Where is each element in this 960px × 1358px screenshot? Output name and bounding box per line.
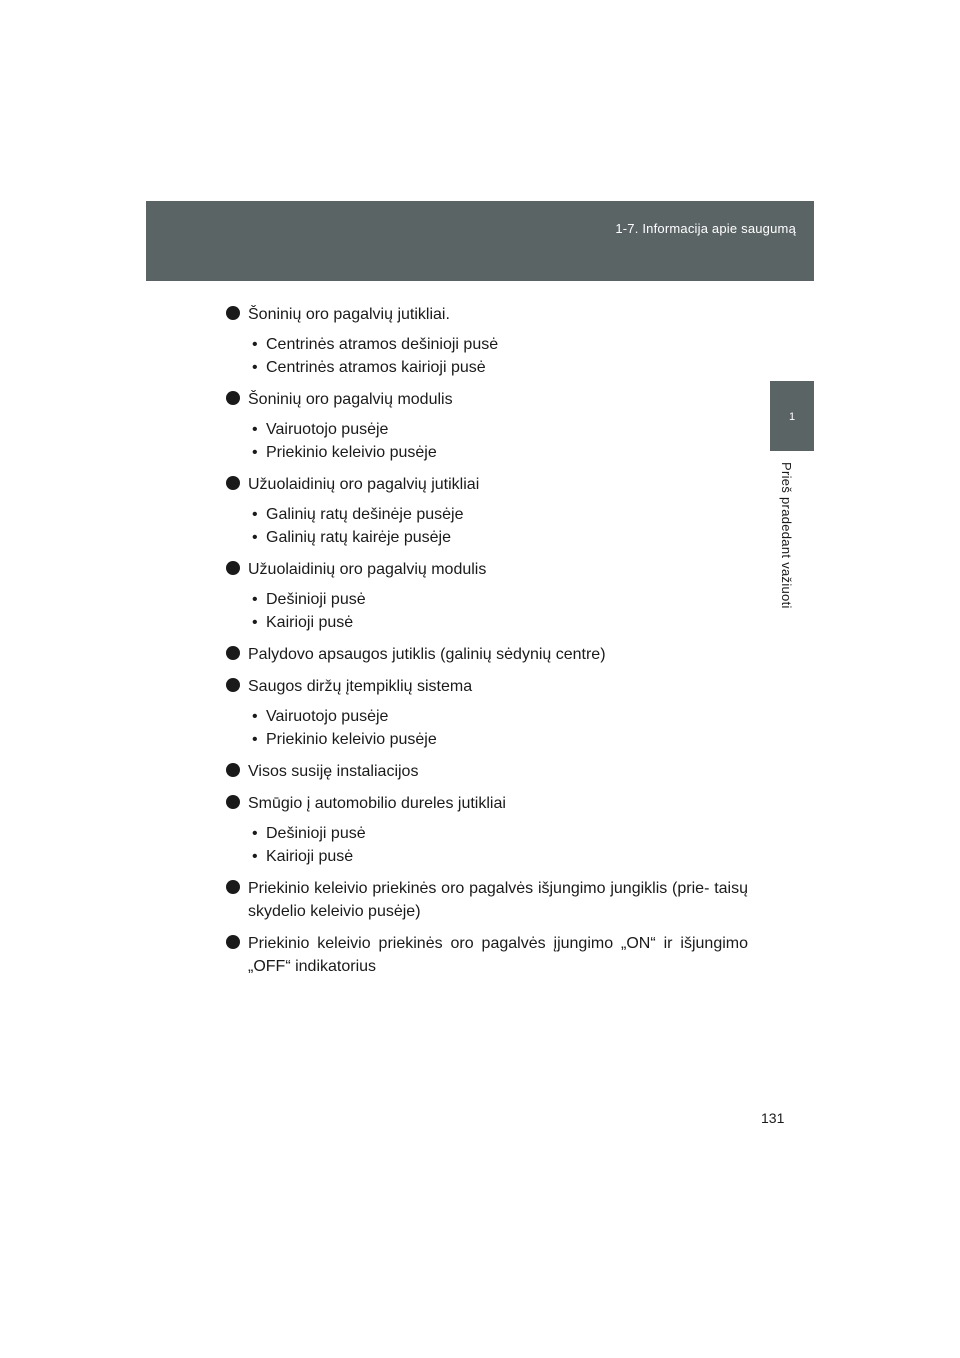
bullet-icon [226,935,240,949]
list-item-text: Priekinio keleivio priekinės oro pagalvės išjungimo jungiklis (prie- taisų skydelio keleivio pusėje) [248,880,748,920]
sub-list-item: • Vairuotojo pusėje [248,419,748,442]
sub-list-item: • Priekinio keleivio pusėje [248,442,748,465]
bullet-icon [226,763,240,777]
list-item [226,388,748,464]
list-item-text: Saugos diržų įtempiklių sistema [248,678,473,695]
sub-list-item: • Centrinės atramos dešinioji pusė [248,334,748,357]
sub-list-item: • Dešinioji pusė [248,589,748,612]
sub-list-item: • Centrinės atramos kairioji pusė [248,357,748,380]
sub-list [248,504,748,549]
component-list [226,303,748,987]
sub-list-item: • Vairuotojo pusėje [248,706,748,729]
list-item-text: Visos susiję instaliacijos [248,763,419,780]
list-item-text: Šoninių oro pagalvių modulis [248,391,453,408]
list-item [226,303,748,379]
bullet-icon [226,795,240,809]
sub-list-item: • Kairioji pusė [248,846,748,869]
page-number: 131 [761,1110,785,1126]
bullet-icon [226,678,240,692]
list-item [226,675,748,751]
sub-list-item: • Priekinio keleivio pusėje [248,729,748,752]
chapter-tab [770,381,814,451]
list-item [226,760,748,783]
chapter-number: 1 [788,411,796,423]
list-item [226,643,748,666]
list-item [226,473,748,549]
list-item-text: Priekinio keleivio priekinės oro pagalvės įjungimo „ON“ ir išjungimo „OFF“ indikatorius [248,935,748,975]
list-item-text: Palydovo apsaugos jutiklis (galinių sėdynių centre) [248,646,606,663]
sub-list-item: • Galinių ratų kairėje pusėje [248,527,748,550]
list-item [226,877,748,923]
sub-list [248,419,748,464]
list-item-text: Smūgio į automobilio dureles jutikliai [248,795,506,812]
list-item-text: Užuolaidinių oro pagalvių jutikliai [248,476,480,493]
list-item [226,792,748,868]
sub-list [248,334,748,379]
sub-list [248,589,748,634]
list-item [226,558,748,634]
bullet-icon [226,646,240,660]
list-item-text: Šoninių oro pagalvių jutikliai. [248,306,450,323]
sub-list-item: • Dešinioji pusė [248,823,748,846]
bullet-icon [226,391,240,405]
bullet-icon [226,561,240,575]
bullet-icon [226,880,240,894]
sub-list [248,706,748,751]
chapter-title: Prieš pradedant važiuoti [779,462,794,609]
bullet-icon [226,306,240,320]
bullet-icon [226,476,240,490]
list-item-text: Užuolaidinių oro pagalvių modulis [248,561,487,578]
sub-list-item: • Galinių ratų dešinėje pusėje [248,504,748,527]
list-item [226,932,748,978]
section-title: 1-7. Informacija apie saugumą [615,221,796,236]
sub-list-item: • Kairioji pusė [248,612,748,635]
header-band [146,201,814,281]
sub-list [248,823,748,868]
